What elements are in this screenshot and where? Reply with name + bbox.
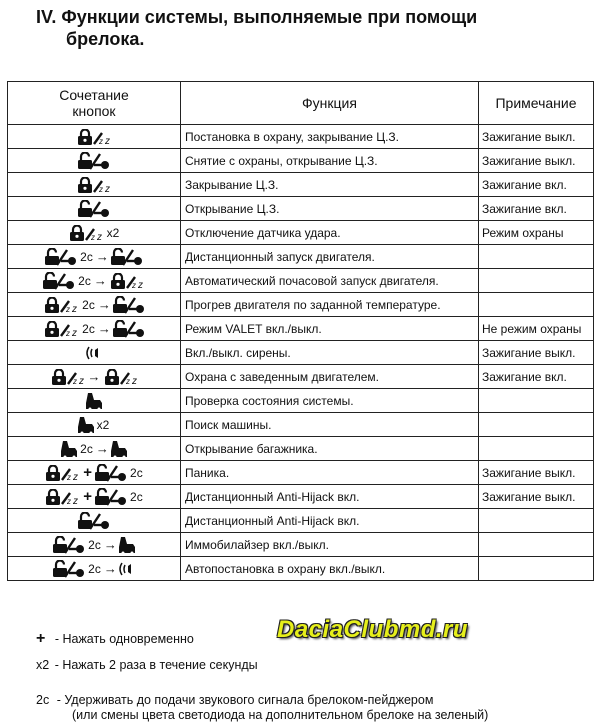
siren-icon — [85, 345, 103, 359]
combo-cell — [8, 269, 181, 293]
combo-modifier: x2 — [106, 225, 120, 240]
note-cell — [479, 245, 594, 269]
combo-cell — [8, 149, 181, 173]
siren-icon — [118, 561, 136, 575]
combo-modifier: 2с — [82, 297, 95, 312]
table-row — [8, 389, 594, 413]
trunk-icon — [85, 393, 103, 407]
unlock-icon — [44, 249, 78, 263]
svg-text:z: z — [131, 280, 136, 289]
trunk-icon — [60, 441, 78, 455]
svg-text:z: z — [131, 375, 137, 385]
watermark: DaciaClubmd.ru — [277, 616, 469, 643]
function-cell: Иммобилайзер вкл./выкл. — [181, 533, 479, 557]
svg-text:z: z — [72, 327, 78, 337]
combo-cell — [8, 533, 181, 557]
table-row — [8, 221, 594, 245]
unlock-icon — [94, 489, 128, 503]
function-cell: Открывание багажника. — [181, 437, 479, 461]
function-cell: Поиск машины. — [181, 413, 479, 437]
svg-text:z: z — [67, 472, 72, 481]
function-cell: Дистанционный запуск двигателя. — [181, 245, 479, 269]
combo-modifier: 2с — [80, 441, 93, 456]
arrow-icon: → — [87, 369, 101, 384]
plus-icon: + — [83, 488, 93, 505]
function-cell: Постановка в охрану, закрывание Ц.З. — [181, 125, 479, 149]
lock-icon — [67, 225, 105, 239]
note-cell: Зажигание выкл. — [479, 341, 594, 365]
combo-modifier: 2с — [78, 273, 91, 288]
title-line-1: IV. Функции системы, выполняемые при помощи — [36, 7, 478, 27]
unlock-icon — [110, 249, 144, 263]
arrow-icon: → — [93, 273, 107, 288]
note-cell — [479, 557, 594, 581]
combo-cell — [8, 437, 181, 461]
title-line-2: брелока. — [66, 29, 145, 49]
lock-icon — [42, 321, 80, 335]
legend-item-plus — [36, 631, 194, 647]
unlock-icon — [112, 297, 146, 311]
functions-table — [7, 81, 594, 581]
legend-item-x2 — [36, 658, 258, 673]
svg-text:z: z — [125, 376, 130, 385]
table-row — [8, 485, 594, 509]
note-cell: Зажигание выкл. — [479, 125, 594, 149]
table-row — [8, 317, 594, 341]
table-row — [8, 341, 594, 365]
legend-text: - Нажать 2 раза в течение секунды — [54, 658, 258, 672]
note-cell — [479, 437, 594, 461]
header-combo — [8, 82, 181, 125]
lock-icon — [102, 369, 140, 383]
table-row — [8, 365, 594, 389]
table-row — [8, 173, 594, 197]
combo-modifier: 2с — [88, 537, 101, 552]
unlock-icon — [77, 153, 111, 167]
table-row — [8, 293, 594, 317]
arrow-icon: → — [103, 561, 117, 576]
combo-cell — [8, 341, 181, 365]
lock-icon — [75, 129, 113, 143]
table-row — [8, 149, 594, 173]
svg-text:z: z — [66, 304, 71, 313]
svg-text:z: z — [72, 376, 77, 385]
svg-text:z: z — [137, 279, 143, 289]
function-cell: Проверка состояния системы. — [181, 389, 479, 413]
note-cell: Зажигание вкл. — [479, 173, 594, 197]
legend-text: - Удерживать до подачи звукового сигнала брелоком-пейджером — [56, 693, 434, 707]
function-cell: Автопостановка в охрану вкл./выкл. — [181, 557, 479, 581]
function-cell: Режим VALET вкл./выкл. — [181, 317, 479, 341]
header-combo-line2: кнопок — [72, 103, 116, 119]
legend-symbol: 2с — [36, 693, 50, 707]
combo-cell — [8, 125, 181, 149]
function-cell: Закрывание Ц.З. — [181, 173, 479, 197]
table-header — [8, 82, 594, 125]
svg-text:z: z — [72, 303, 78, 313]
combo-modifier: 2с — [88, 561, 101, 576]
note-cell: Зажигание вкл. — [479, 365, 594, 389]
combo-cell — [8, 197, 181, 221]
unlock-icon — [77, 201, 111, 215]
arrow-icon: → — [95, 249, 109, 264]
table-row — [8, 245, 594, 269]
table-row — [8, 533, 594, 557]
combo-modifier: 2с — [82, 321, 95, 336]
legend-item-2s — [36, 693, 433, 708]
svg-text:z: z — [105, 135, 110, 145]
note-cell: Зажигание выкл. — [479, 461, 594, 485]
arrow-icon: → — [97, 321, 111, 336]
note-cell: Не режим охраны — [479, 317, 594, 341]
table-row — [8, 413, 594, 437]
function-cell: Прогрев двигателя по заданной температуре. — [181, 293, 479, 317]
combo-cell — [8, 485, 181, 509]
table-row — [8, 461, 594, 485]
svg-text:z: z — [73, 471, 79, 481]
svg-text:z: z — [73, 495, 79, 505]
note-cell — [479, 389, 594, 413]
lock-icon — [43, 489, 81, 503]
table-row — [8, 509, 594, 533]
svg-text:z: z — [99, 136, 103, 145]
table-row — [8, 197, 594, 221]
table-row — [8, 557, 594, 581]
combo-cell — [8, 461, 181, 485]
combo-cell — [8, 509, 181, 533]
header-combo-line1: Сочетание — [59, 87, 129, 103]
svg-text:z: z — [67, 496, 72, 505]
combo-cell — [8, 557, 181, 581]
combo-modifier: 2с — [130, 465, 143, 480]
trunk-icon — [110, 441, 128, 455]
combo-cell — [8, 317, 181, 341]
svg-text:z: z — [90, 232, 95, 241]
combo-cell — [8, 365, 181, 389]
lock-icon — [75, 177, 113, 191]
arrow-icon: → — [95, 441, 109, 456]
trunk-icon — [77, 417, 95, 431]
svg-text:z: z — [96, 231, 102, 241]
function-cell: Автоматический почасовой запуск двигателя. — [181, 269, 479, 293]
note-cell: Режим охраны — [479, 221, 594, 245]
combo-cell — [8, 173, 181, 197]
svg-text:z: z — [78, 375, 84, 385]
combo-modifier: x2 — [96, 417, 110, 432]
combo-modifier: 2с — [80, 249, 93, 264]
note-cell: Зажигание вкл. — [479, 197, 594, 221]
lock-icon — [108, 273, 146, 287]
unlock-icon — [42, 273, 76, 287]
arrow-icon: → — [103, 537, 117, 552]
header-function: Функция — [181, 82, 479, 125]
unlock-icon — [52, 537, 86, 551]
function-cell: Вкл./выкл. сирены. — [181, 341, 479, 365]
arrow-icon: → — [97, 297, 111, 312]
function-cell: Дистанционный Anti-Hijack вкл. — [181, 509, 479, 533]
combo-modifier: 2с — [130, 489, 143, 504]
note-cell: Зажигание выкл. — [479, 485, 594, 509]
lock-icon — [43, 465, 81, 479]
combo-cell — [8, 389, 181, 413]
unlock-icon — [112, 321, 146, 335]
note-cell: Зажигание выкл. — [479, 149, 594, 173]
table-row — [8, 125, 594, 149]
svg-text:z: z — [66, 328, 71, 337]
function-cell: Снятие с охраны, открывание Ц.З. — [181, 149, 479, 173]
plus-icon: + — [83, 464, 93, 481]
svg-text:z: z — [99, 184, 103, 193]
unlock-icon — [52, 561, 86, 575]
svg-text:z: z — [105, 183, 110, 193]
trunk-icon — [118, 537, 136, 551]
page-title — [36, 6, 477, 50]
table-row — [8, 437, 594, 461]
unlock-icon — [94, 465, 128, 479]
function-cell: Открывание Ц.З. — [181, 197, 479, 221]
legend-item-2s-cont — [72, 708, 488, 723]
note-cell — [479, 413, 594, 437]
function-cell: Дистанционный Anti-Hijack вкл. — [181, 485, 479, 509]
lock-icon — [49, 369, 87, 383]
table-row — [8, 269, 594, 293]
combo-cell — [8, 221, 181, 245]
function-cell: Паника. — [181, 461, 479, 485]
combo-cell — [8, 413, 181, 437]
lock-icon — [42, 297, 80, 311]
note-cell — [479, 293, 594, 317]
note-cell — [479, 509, 594, 533]
note-cell — [479, 269, 594, 293]
legend-symbol: + — [36, 630, 46, 647]
legend-text: - Нажать одновременно — [54, 632, 194, 646]
header-note: Примечание — [479, 82, 594, 125]
function-cell: Охрана с заведенным двигателем. — [181, 365, 479, 389]
combo-cell — [8, 293, 181, 317]
legend-symbol: x2 — [36, 658, 50, 672]
combo-cell — [8, 245, 181, 269]
unlock-icon — [77, 513, 111, 527]
legend-text: (или смены цвета светодиода на дополнительном брелоке на зеленый) — [72, 708, 489, 722]
function-cell: Отключение датчика удара. — [181, 221, 479, 245]
note-cell — [479, 533, 594, 557]
